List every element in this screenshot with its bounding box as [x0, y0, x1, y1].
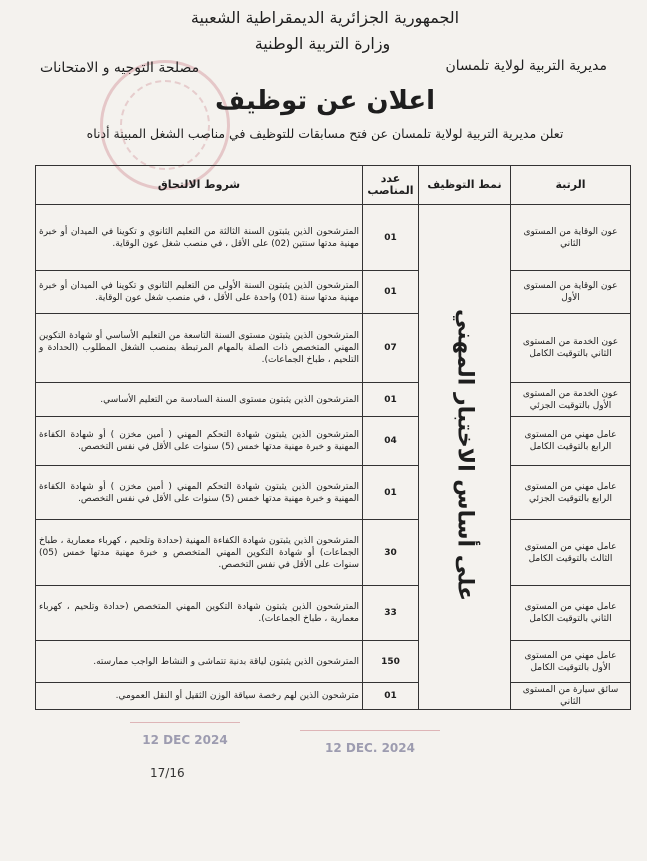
rank-cell: عامل مهني من المستوى الثاني بالتوقيت الكامل	[511, 586, 631, 641]
directorate-heading: مديرية التربية لولاية تلمسان	[445, 58, 607, 74]
ministry-heading: وزارة التربية الوطنية	[254, 34, 391, 53]
right-date-stamp	[300, 730, 440, 755]
conditions-cell: المترشحون الذين يثبتون مستوى السنة السادسة من التعليم الأساسي.	[36, 383, 363, 417]
header-rank: الرتبة	[511, 166, 631, 205]
conditions-cell: المترشحون الذين يثبتون مستوى السنة التاسعة من التعليم الأساسي أو شهادة التكوين المهني المتخصص ذات الصلة بالمهام المرتبطة بمنصب الشغل المطلوب (الحدادة و التلحيم ، طباخ الجماعات).	[36, 314, 363, 383]
positions-cell: 150	[363, 641, 419, 683]
positions-cell: 01	[363, 466, 419, 520]
rank-cell: عون الخدمة من المستوى الثاني بالتوقيت الكامل	[511, 314, 631, 383]
rank-cell: عامل مهني من المستوى الرابع بالتوقيت الجزئي	[511, 466, 631, 520]
table-row	[36, 641, 631, 683]
positions-cell: 04	[363, 417, 419, 466]
rank-cell: سائق سيارة من المستوى الثاني	[511, 683, 631, 710]
table-row	[36, 466, 631, 520]
positions-cell: 33	[363, 586, 419, 641]
rank-cell: عون الوقاية من المستوى الثاني	[511, 205, 631, 271]
republic-heading: الجمهورية الجزائرية الديمقراطية الشعبية	[190, 8, 460, 27]
positions-cell: 30	[363, 520, 419, 586]
rank-cell: عون الخدمة من المستوى الأول بالتوقيت الجزئي	[511, 383, 631, 417]
left-date-stamp	[130, 722, 240, 747]
reference-number: 17/16	[150, 766, 185, 780]
conditions-cell: المترشحون الذين يثبتون شهادة الكفاءة المهنية (حدادة وتلحيم ، كهرباء معمارية ، طباخ الجماعات) أو شهادة التكوين المهني المتخصص و خبرة مهنية مدتها خمس (05) سنوات على الأقل في نفس التخصص.	[36, 520, 363, 586]
jobs-table	[35, 165, 631, 710]
rank-cell: عامل مهني من المستوى الثالث بالتوقيت الكامل	[511, 520, 631, 586]
rank-cell: عون الوقاية من المستوى الأول	[511, 271, 631, 314]
positions-cell: 01	[363, 271, 419, 314]
positions-cell: 07	[363, 314, 419, 383]
table-row	[36, 520, 631, 586]
positions-cell: 01	[363, 205, 419, 271]
header-mode: نمط التوظيف	[419, 166, 511, 205]
table-row	[36, 271, 631, 314]
conditions-cell: المترشحون الذين يثبتون شهادة التحكم المهني ( أمين مخزن ) أو شهادة الكفاءة المهنية و خبرة مهنية مدتها خمس (5) سنوات على الأقل في نفس التخصص.	[36, 466, 363, 520]
conditions-cell: المترشحون الذين يثبتون شهادة التكوين المهني المتخصص (حدادة وتلحيم ، كهرباء معمارية ، طباخ الجماعات).	[36, 586, 363, 641]
mode-cell	[419, 205, 511, 710]
positions-cell: 01	[363, 683, 419, 710]
conditions-cell: المترشحون الذين يثبتون السنة الثالثة من التعليم الثانوي و تكوينا في الميدان أو خبرة مهنية مدتها سنتين (02) على الأقل ، في منصب شغل عون الوقاية.	[36, 205, 363, 271]
table-header-row	[36, 166, 631, 205]
rank-cell: عامل مهني من المستوى الرابع بالتوقيت الكامل	[511, 417, 631, 466]
table-row	[36, 205, 631, 271]
table-row	[36, 417, 631, 466]
seal-inner-ring	[120, 80, 210, 170]
conditions-cell: المترشحون الذين يثبتون السنة الأولى من التعليم الثانوي و تكوينا في الميدان أو خبرة مهنية مدتها سنة (01) واحدة على الأقل ، في منصب شغل عون الوقاية.	[36, 271, 363, 314]
table-row	[36, 586, 631, 641]
right-stamp-date: 12 DEC. 2024	[325, 741, 415, 755]
positions-cell: 01	[363, 383, 419, 417]
mode-text: على أساس الاختبار المهني	[452, 308, 478, 601]
table-row	[36, 383, 631, 417]
left-stamp-date: 12 DEC 2024	[142, 733, 228, 747]
header-conditions: شروط الالتحاق	[36, 166, 363, 205]
service-heading: مصلحة التوجيه و الامتحانات	[40, 60, 200, 76]
page-title: اعلان عن توظيف	[215, 86, 435, 116]
header-positions: عدد المناصب	[363, 166, 419, 205]
conditions-cell: مترشحون الذين لهم رخصة سياقة الوزن الثقيل أو النقل العمومي.	[36, 683, 363, 710]
rank-cell: عامل مهني من المستوى الأول بالتوقيت الكامل	[511, 641, 631, 683]
table-row	[36, 683, 631, 710]
intro-text: تعلن مديرية التربية لولاية تلمسان عن فتح مسابقات للتوظيف في مناصب الشغل المبينة أدناه	[86, 126, 564, 141]
conditions-cell: المترشحون الذين يثبتون شهادة التحكم المهني ( أمين مخزن ) أو شهادة الكفاءة المهنية و خبرة مهنية مدتها خمس (5) سنوات على الأقل في نفس التخصص.	[36, 417, 363, 466]
conditions-cell: المترشحون الذين يثبتون لياقة بدنية تتماشى و النشاط الواجب ممارسته.	[36, 641, 363, 683]
table-row	[36, 314, 631, 383]
